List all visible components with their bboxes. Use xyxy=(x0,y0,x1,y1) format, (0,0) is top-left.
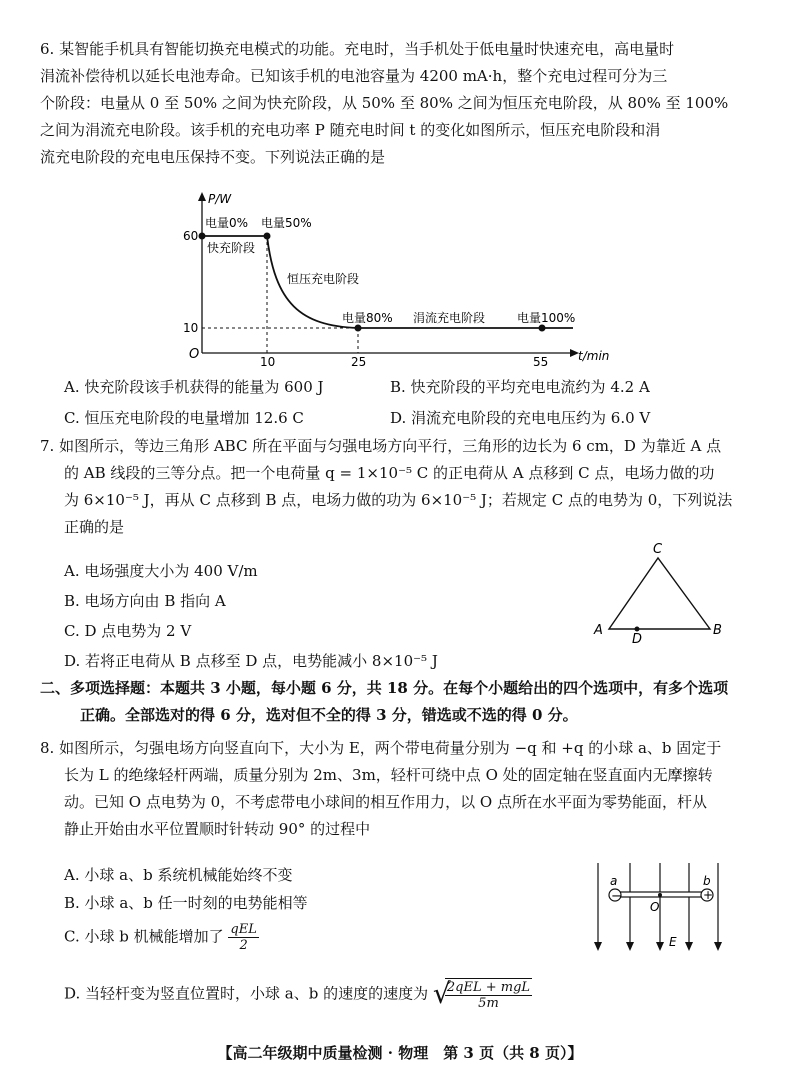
label-a: A xyxy=(594,623,603,638)
page-footer: 【高二年级期中质量检测 · 物理 第 3 页（共 8 页）】 xyxy=(217,1044,583,1062)
q7-line: 的 AB 线段的三等分点。把一个电荷量 q = 1×10⁻⁵ C 的正电荷从 A 点移到 C 点，电场力做的功 xyxy=(64,464,715,482)
q7-option-d: D. 若将正电荷从 B 点移至 D 点，电势能减小 8×10⁻⁵ J xyxy=(64,652,438,670)
field-arrow xyxy=(685,942,693,951)
annotation-p100: 电量100% xyxy=(517,311,576,325)
y-tick-label: 10 xyxy=(183,321,199,335)
section-2-line: 正确。全部选对的得 6 分，选对但不全的得 3 分，错选或不选的得 0 分。 xyxy=(80,706,578,724)
annotation-cv: 恒压充电阶段 xyxy=(287,272,360,286)
q7-option-c: C. D 点电势为 2 V xyxy=(64,622,192,640)
q8-line: 静止开始由水平位置顺时针转动 90° 的过程中 xyxy=(64,820,371,838)
q8-line: 8. 如图所示，匀强电场方向竖直向下，大小为 E，两个带电荷量分别为 −q 和 +q 的小球 a、b 固定于 xyxy=(40,739,722,757)
x-tick-label: 55 xyxy=(533,355,549,369)
q8-line: 长为 L 的绝缘轻杆两端，质量分别为 2m、3m，轻杆可绕中点 O 处的固定轴在竖直面内无摩擦转 xyxy=(64,766,713,784)
point-0 xyxy=(199,233,206,240)
q6-line: 流充电阶段的充电电压保持不变。下列说法正确的是 xyxy=(40,148,386,166)
label-c: C xyxy=(653,542,663,557)
fraction-numerator: qEL xyxy=(230,922,257,937)
ball-b-sign: + xyxy=(703,888,714,902)
y-axis-label: P/W xyxy=(208,192,232,206)
ball-a-sign: − xyxy=(611,889,622,904)
y-axis-arrow xyxy=(198,192,206,201)
field-arrow xyxy=(656,942,664,951)
point-d xyxy=(635,627,640,632)
rotating-rod-figure xyxy=(590,858,740,958)
point-50 xyxy=(264,233,271,240)
fraction-denominator: 5m xyxy=(478,996,499,1011)
q8-option-a: A. 小球 a、b 系统机械能始终不变 xyxy=(64,866,293,884)
pivot-o xyxy=(658,893,662,897)
q8-line: 动。已知 O 点电势为 0，不考虑带电小球间的相互作用力，以 O 点所在水平面为零势能面，杆从 xyxy=(64,793,707,811)
q6-option-b: B. 快充阶段的平均充电电流约为 4.2 A xyxy=(390,378,650,396)
annotation-p80: 电量80% xyxy=(342,311,393,325)
triangle-abc xyxy=(609,558,710,629)
annotation-p50: 电量50% xyxy=(261,216,312,230)
q6-line: 涓流补偿待机以延长电池寿命。已知该手机的电池容量为 4200 mA·h，整个充电过程可分为三 xyxy=(40,67,668,85)
field-arrow xyxy=(626,942,634,951)
q8-option-b: B. 小球 a、b 任一时刻的电势能相等 xyxy=(64,894,308,912)
q8-option-c xyxy=(64,922,259,953)
label-o: O xyxy=(650,900,660,914)
question-8-stem xyxy=(40,735,770,843)
q8-option-d-text: D. 当轻杆变为竖直位置时，小球 a、b 的速度的速度为 xyxy=(64,984,429,1003)
power-time-chart xyxy=(175,188,625,373)
field-arrow xyxy=(714,942,722,951)
field-arrow xyxy=(594,942,602,951)
q6-option-c: C. 恒压充电阶段的电量增加 12.6 C xyxy=(64,409,304,427)
q7-line: 正确的是 xyxy=(64,518,125,536)
label-e: E xyxy=(669,935,677,949)
y-tick-label: 60 xyxy=(183,229,199,243)
q7-option-b: B. 电场方向由 B 指向 A xyxy=(64,592,226,610)
x-tick-label: 25 xyxy=(351,355,367,369)
fraction-denominator: 2 xyxy=(239,938,248,953)
q7-line: 7. 如图所示，等边三角形 ABC 所在平面与匀强电场方向平行，三角形的边长为 6 cm，D 为靠近 A 点 xyxy=(40,437,722,455)
annotation-trickle: 涓流充电阶段 xyxy=(413,311,486,325)
origin-label: O xyxy=(189,347,200,362)
q8-option-d xyxy=(64,978,532,1011)
section-2-header xyxy=(40,675,780,729)
annotation-fast: 快充阶段 xyxy=(207,241,256,255)
point-80 xyxy=(355,325,362,332)
section-2-line: 二、多项选择题：本题共 3 小题，每小题 6 分，共 18 分。在每个小题给出的四个选项中，有多个选项 xyxy=(40,679,729,697)
fraction-velocity xyxy=(445,978,532,1011)
annotation-p0: 电量0% xyxy=(205,216,249,230)
q6-line: 个阶段：电量从 0 至 50% 之间为快充阶段，从 50% 至 80% 之间为恒压充电阶段，从 80% 至 100% xyxy=(40,94,729,112)
sqrt-expression xyxy=(433,978,532,1011)
q8-option-c-text: C. 小球 b 机械能增加了 xyxy=(64,927,224,946)
x-tick-label: 10 xyxy=(260,355,276,369)
label-b: B xyxy=(713,623,722,638)
q6-option-a: A. 快充阶段该手机获得的能量为 600 J xyxy=(64,378,324,396)
triangle-figure xyxy=(590,540,730,645)
label-d: D xyxy=(632,632,643,645)
q6-line: 之间为涓流充电阶段。该手机的充电功率 P 随充电时间 t 的变化如图所示，恒压充电阶段和涓 xyxy=(40,121,661,139)
point-100 xyxy=(539,325,546,332)
question-7-stem xyxy=(40,433,770,541)
x-axis-label: t/min xyxy=(578,349,610,363)
q6-option-d: D. 涓流充电阶段的充电电压约为 6.0 V xyxy=(390,409,651,427)
label-b: b xyxy=(703,874,711,888)
fraction-qel-2 xyxy=(228,922,258,953)
q7-line: 为 6×10⁻⁵ J，再从 C 点移到 B 点，电场力做的功为 6×10⁻⁵ J；若规定 C 点的电势为 0，下列说法 xyxy=(64,491,733,509)
fraction-numerator: √ 2qEL + mgL xyxy=(446,980,531,995)
label-a: a xyxy=(610,874,618,888)
q7-option-a: A. 电场强度大小为 400 V/m xyxy=(64,562,258,580)
q6-line: 6. 某智能手机具有智能切换充电模式的功能。充电时，当手机处于低电量时快速充电，高电量时 xyxy=(40,40,675,58)
question-6-stem xyxy=(40,36,770,171)
